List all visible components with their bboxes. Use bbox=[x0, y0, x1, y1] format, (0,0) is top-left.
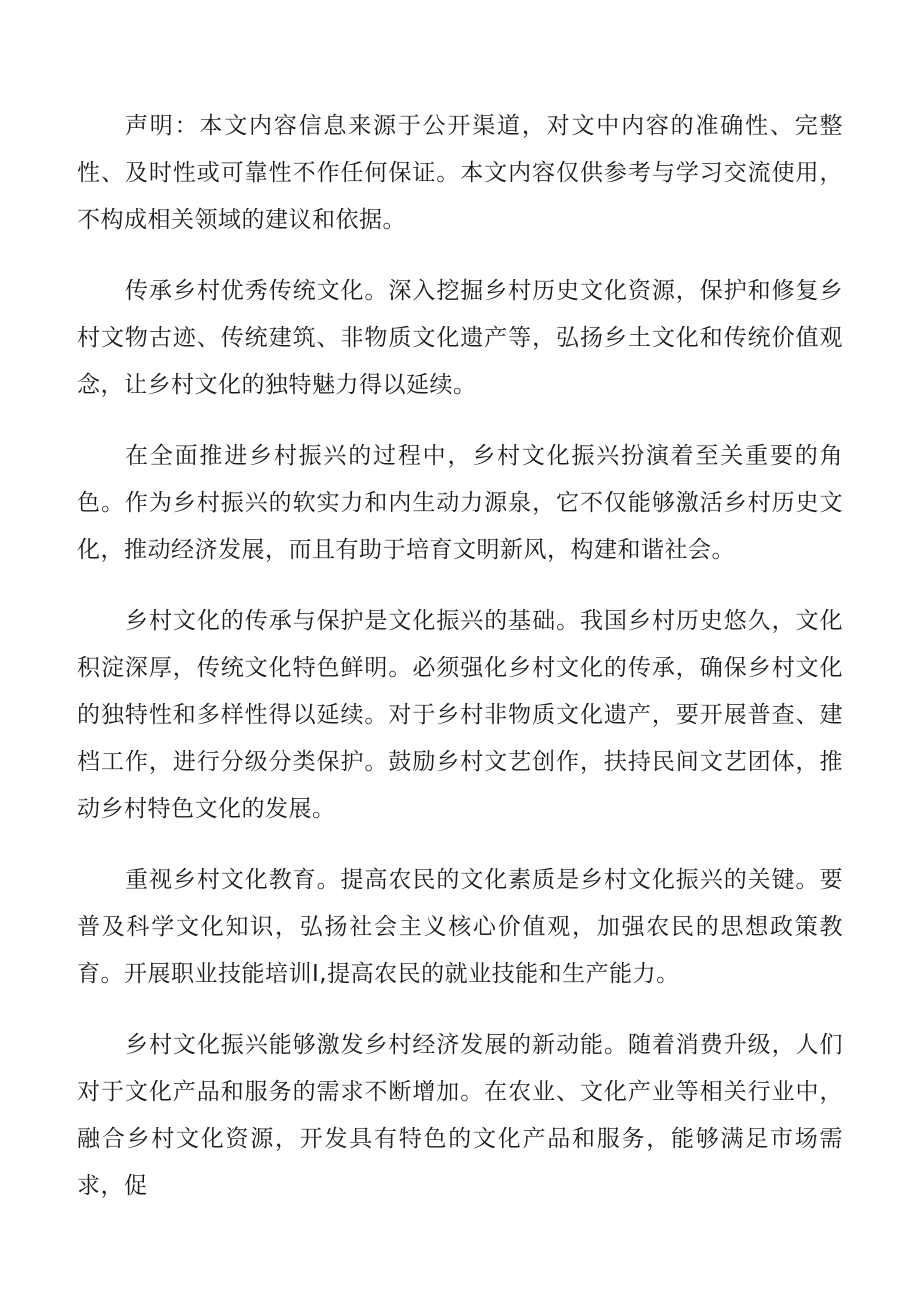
body-paragraph: 乡村文化振兴能够激发乡村经济发展的新动能。随着消费升级，人们对于文化产品和服务的需求不断增加。在农业、文化产业等相关行业中，融合乡村文化资源，开发具有特色的文化产品和服务，能够满足市场需求，促 bbox=[77, 1032, 843, 1199]
disclaimer-paragraph: 声明：本文内容信息来源于公开渠道，对文中内容的准确性、完整性、及时性或可靠性不作任何保证。本文内容仅供参考与学习交流使用，不构成相关领域的建议和依据。 bbox=[77, 113, 843, 233]
body-paragraph: 乡村文化的传承与保护是文化振兴的基础。我国乡村历史悠久，文化积淀深厚，传统文化特色鲜明。必须强化乡村文化的传承，确保乡村文化的独特性和多样性得以延续。对于乡村非物质文化遗产，要开展普查、建档工作，进行分级分类保护。鼓励乡村文艺创作，扶持民间文艺团体，推动乡村特色文化的发展。 bbox=[77, 608, 843, 822]
body-paragraph: 在全面推进乡村振兴的过程中，乡村文化振兴扮演着至关重要的角色。作为乡村振兴的软实力和内生动力源泉，它不仅能够激活乡村历史文化，推动经济发展，而且有助于培育文明新风，构建和谐社会。 bbox=[77, 443, 843, 563]
body-paragraph: 传承乡村优秀传统文化。深入挖掘乡村历史文化资源，保护和修复乡村文物古迹、传统建筑、非物质文化遗产等，弘扬乡土文化和传统价值观念，让乡村文化的独特魅力得以延续。 bbox=[77, 278, 843, 398]
body-paragraph: 重视乡村文化教育。提高农民的文化素质是乡村文化振兴的关键。要普及科学文化知识，弘扬社会主义核心价值观，加强农民的思想政策教育。开展职业技能培训I,提高农民的就业技能和生产能力。 bbox=[77, 867, 843, 987]
document-body bbox=[77, 103, 843, 1234]
